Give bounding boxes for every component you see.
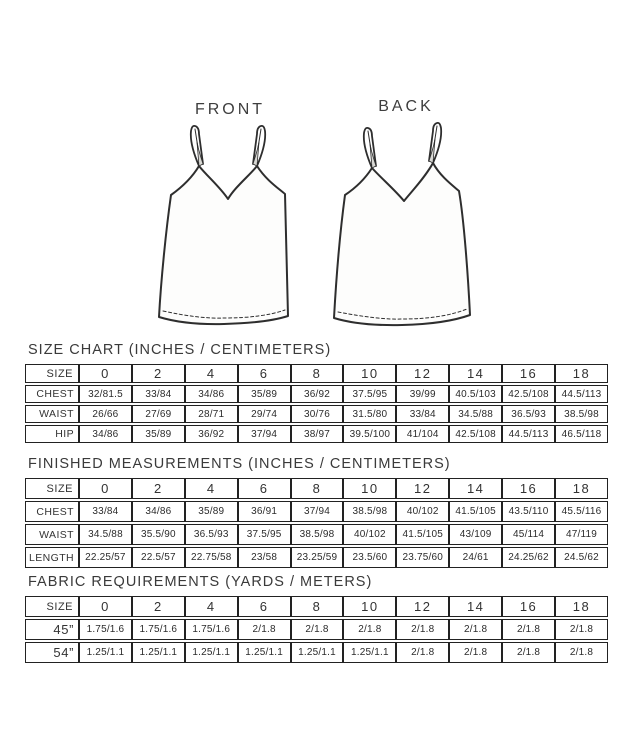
size-label-cell: SIZE xyxy=(25,478,79,499)
measurement-value-cell: 34.5/88 xyxy=(449,405,502,423)
measurement-value-cell: 41.5/105 xyxy=(396,524,449,545)
row-label-cell: WAIST xyxy=(25,524,79,545)
measurement-value-cell: 44.5/113 xyxy=(502,425,555,443)
size-column-header: 12 xyxy=(396,364,449,383)
measurement-value-cell: 1.25/1.1 xyxy=(343,642,396,663)
measurement-value-cell: 24.25/62 xyxy=(502,547,555,568)
size-column-header: 0 xyxy=(79,596,132,617)
measurement-value-cell: 37.5/95 xyxy=(238,524,291,545)
measurement-value-cell: 1.75/1.6 xyxy=(185,619,238,640)
measurement-value-cell: 38.5/98 xyxy=(343,501,396,522)
measurement-value-cell: 2/1.8 xyxy=(502,642,555,663)
measurement-value-cell: 2/1.8 xyxy=(291,619,344,640)
fabric-requirements-table xyxy=(25,594,608,665)
fabric-requirements-section xyxy=(25,574,608,665)
measurement-value-cell: 22.75/58 xyxy=(185,547,238,568)
measurement-value-cell: 1.25/1.1 xyxy=(291,642,344,663)
measurement-value-cell: 40.5/103 xyxy=(449,385,502,403)
measurement-value-cell: 33/84 xyxy=(396,405,449,423)
measurement-value-cell: 23/58 xyxy=(238,547,291,568)
size-chart-table xyxy=(25,362,608,445)
front-garment-illustration xyxy=(159,126,288,324)
size-column-header: 14 xyxy=(449,596,502,617)
measurement-value-cell: 2/1.8 xyxy=(396,619,449,640)
size-column-header: 6 xyxy=(238,364,291,383)
measurement-value-cell: 36/92 xyxy=(291,385,344,403)
measurement-value-cell: 2/1.8 xyxy=(555,619,608,640)
row-label-cell: CHEST xyxy=(25,501,79,522)
size-column-header: 8 xyxy=(291,478,344,499)
measurement-value-cell: 1.25/1.1 xyxy=(132,642,185,663)
finished-measurements-section xyxy=(25,456,608,570)
measurement-value-cell: 33/84 xyxy=(132,385,185,403)
size-column-header: 6 xyxy=(238,596,291,617)
measurement-value-cell: 31.5/80 xyxy=(343,405,396,423)
row-label-cell: WAIST xyxy=(25,405,79,423)
size-column-header: 12 xyxy=(396,596,449,617)
measurement-value-cell: 2/1.8 xyxy=(449,619,502,640)
measurement-value-cell: 1.25/1.1 xyxy=(79,642,132,663)
measurement-value-cell: 34.5/88 xyxy=(79,524,132,545)
measurement-value-cell: 41.5/105 xyxy=(449,501,502,522)
measurement-value-cell: 2/1.8 xyxy=(343,619,396,640)
front-garment-label: FRONT xyxy=(194,101,266,118)
measurement-value-cell: 35.5/90 xyxy=(132,524,185,545)
measurement-value-cell: 39.5/100 xyxy=(343,425,396,443)
size-column-header: 8 xyxy=(291,364,344,383)
size-column-header: 2 xyxy=(132,478,185,499)
size-column-header: 2 xyxy=(132,596,185,617)
measurement-value-cell: 44.5/113 xyxy=(555,385,608,403)
row-label-cell: CHEST xyxy=(25,385,79,403)
measurement-value-cell: 36.5/93 xyxy=(185,524,238,545)
measurement-value-cell: 42.5/108 xyxy=(502,385,555,403)
measurement-value-cell: 1.25/1.1 xyxy=(185,642,238,663)
size-column-header: 18 xyxy=(555,364,608,383)
size-column-header: 0 xyxy=(79,364,132,383)
size-column-header: 4 xyxy=(185,364,238,383)
back-garment-illustration xyxy=(334,123,470,325)
measurement-value-cell: 40/102 xyxy=(396,501,449,522)
measurement-value-cell: 22.5/57 xyxy=(132,547,185,568)
size-column-header: 16 xyxy=(502,364,555,383)
measurement-value-cell: 24/61 xyxy=(449,547,502,568)
measurement-value-cell: 1.75/1.6 xyxy=(132,619,185,640)
size-column-header: 8 xyxy=(291,596,344,617)
measurement-value-cell: 42.5/108 xyxy=(449,425,502,443)
row-label-cell: 54” xyxy=(25,642,79,663)
measurement-value-cell: 38/97 xyxy=(291,425,344,443)
size-column-header: 18 xyxy=(555,596,608,617)
back-garment-label: BACK xyxy=(378,98,434,115)
measurement-value-cell: 38.5/98 xyxy=(291,524,344,545)
measurement-value-cell: 34/86 xyxy=(79,425,132,443)
measurement-value-cell: 40/102 xyxy=(343,524,396,545)
measurement-value-cell: 33/84 xyxy=(79,501,132,522)
measurement-value-cell: 35/89 xyxy=(185,501,238,522)
measurement-value-cell: 2/1.8 xyxy=(502,619,555,640)
measurement-value-cell: 2/1.8 xyxy=(449,642,502,663)
size-label-cell: SIZE xyxy=(25,596,79,617)
size-column-header: 6 xyxy=(238,478,291,499)
measurement-value-cell: 2/1.8 xyxy=(238,619,291,640)
size-column-header: 14 xyxy=(449,478,502,499)
size-column-header: 12 xyxy=(396,478,449,499)
row-label-cell: 45” xyxy=(25,619,79,640)
size-label-cell: SIZE xyxy=(25,364,79,383)
measurement-value-cell: 38.5/98 xyxy=(555,405,608,423)
size-chart-section xyxy=(25,342,608,445)
measurement-value-cell: 36.5/93 xyxy=(502,405,555,423)
measurement-value-cell: 37/94 xyxy=(238,425,291,443)
row-label-cell: LENGTH xyxy=(25,547,79,568)
measurement-value-cell: 22.25/57 xyxy=(79,547,132,568)
size-column-header: 10 xyxy=(343,478,396,499)
size-column-header: 2 xyxy=(132,364,185,383)
measurement-value-cell: 23.5/60 xyxy=(343,547,396,568)
measurement-value-cell: 39/99 xyxy=(396,385,449,403)
measurement-value-cell: 43/109 xyxy=(449,524,502,545)
fabric-requirements-title: FABRIC REQUIREMENTS (YARDS / METERS) xyxy=(28,574,373,590)
measurement-value-cell: 1.75/1.6 xyxy=(79,619,132,640)
finished-measurements-table xyxy=(25,476,608,570)
size-column-header: 18 xyxy=(555,478,608,499)
size-column-header: 0 xyxy=(79,478,132,499)
measurement-value-cell: 37/94 xyxy=(291,501,344,522)
measurement-value-cell: 34/86 xyxy=(185,385,238,403)
measurement-value-cell: 30/76 xyxy=(291,405,344,423)
measurement-value-cell: 2/1.8 xyxy=(555,642,608,663)
measurement-value-cell: 1.25/1.1 xyxy=(238,642,291,663)
size-column-header: 14 xyxy=(449,364,502,383)
row-label-cell: HIP xyxy=(25,425,79,443)
measurement-value-cell: 27/69 xyxy=(132,405,185,423)
measurement-value-cell: 32/81.5 xyxy=(79,385,132,403)
size-chart-title: SIZE CHART (INCHES / CENTIMETERS) xyxy=(28,342,332,358)
size-column-header: 10 xyxy=(343,596,396,617)
finished-measurements-title: FINISHED MEASUREMENTS (INCHES / CENTIMETERS) xyxy=(28,456,451,472)
measurement-value-cell: 23.75/60 xyxy=(396,547,449,568)
size-column-header: 4 xyxy=(185,478,238,499)
measurement-value-cell: 24.5/62 xyxy=(555,547,608,568)
measurement-value-cell: 45/114 xyxy=(502,524,555,545)
measurement-value-cell: 26/66 xyxy=(79,405,132,423)
measurement-value-cell: 28/71 xyxy=(185,405,238,423)
size-column-header: 16 xyxy=(502,596,555,617)
measurement-value-cell: 37.5/95 xyxy=(343,385,396,403)
measurement-value-cell: 47/119 xyxy=(555,524,608,545)
measurement-value-cell: 43.5/110 xyxy=(502,501,555,522)
size-column-header: 10 xyxy=(343,364,396,383)
size-column-header: 4 xyxy=(185,596,238,617)
measurement-value-cell: 23.25/59 xyxy=(291,547,344,568)
measurement-value-cell: 35/89 xyxy=(238,385,291,403)
measurement-value-cell: 46.5/118 xyxy=(555,425,608,443)
measurement-value-cell: 36/91 xyxy=(238,501,291,522)
measurement-value-cell: 34/86 xyxy=(132,501,185,522)
measurement-value-cell: 35/89 xyxy=(132,425,185,443)
size-column-header: 16 xyxy=(502,478,555,499)
garment-illustrations xyxy=(140,120,490,340)
measurement-value-cell: 29/74 xyxy=(238,405,291,423)
measurement-value-cell: 2/1.8 xyxy=(396,642,449,663)
measurement-value-cell: 41/104 xyxy=(396,425,449,443)
measurement-value-cell: 36/92 xyxy=(185,425,238,443)
measurement-value-cell: 45.5/116 xyxy=(555,501,608,522)
